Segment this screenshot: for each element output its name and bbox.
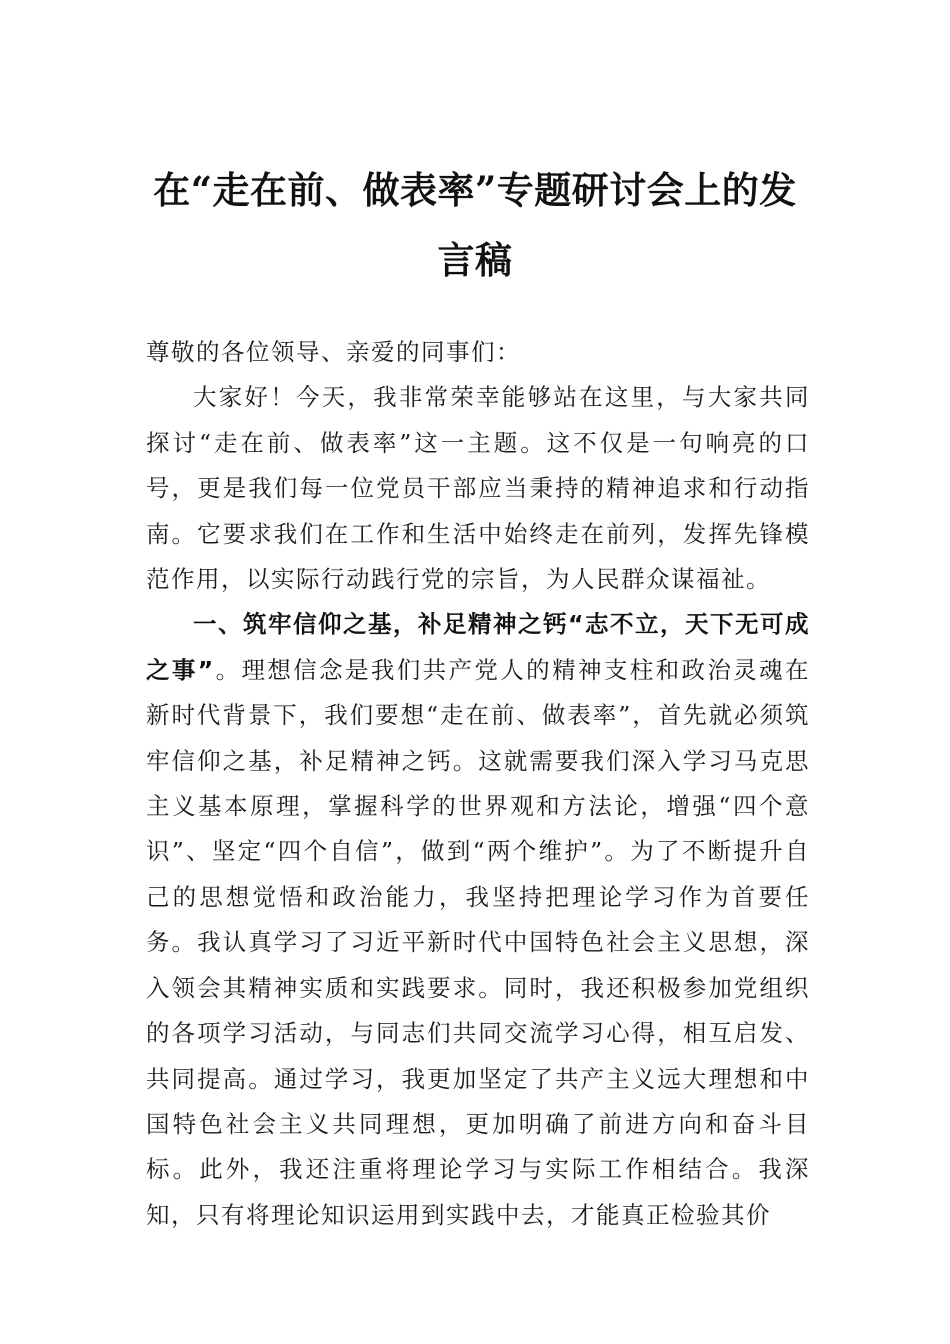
section-text: 。理想信念是我们共产党人的精神支柱和政治灵魂在新时代背景下，我们要想“走在前、做表率”，首先就必须筑牢信仰之基，补足精神之钙。这就需要我们深入学习马克思主义基本原理，掌握科学的世界观和方法论，增强“四个意识”、坚定“四个自信”，做到“两个维护”。为了不断提升自己的思想觉悟和政治能力，我坚持把理论学习作为首要任务。我认真学习了习近平新时代中国特色社会主义思想，深入领会其精神实质和实践要求。同时，我还积极参加党组织的各项学习活动，与同志们共同交流学习心得，相互启发、共同提高。通过学习，我更加坚定了共产主义远大理想和中国特色社会主义共同理想，更加明确了前进方向和奋斗目标。此外，我还注重将理论学习与实际工作相结合。我深知，只有将理论知识运用到实践中去，才能真正检验其价	[146, 655, 811, 1229]
document-body	[146, 330, 810, 1238]
paragraph-section-1	[146, 602, 810, 1238]
paragraph-intro: 大家好！今天，我非常荣幸能够站在这里，与大家共同探讨“走在前、做表率”这一主题。这不仅是一句响亮的口号，更是我们每一位党员干部应当秉持的精神追求和行动指南。它要求我们在工作和生活中始终走在前列，发挥先锋模范作用，以实际行动践行党的宗旨，为人民群众谋福祉。	[146, 383, 810, 594]
salutation: 尊敬的各位领导、亲爱的同事们：	[146, 338, 521, 366]
section-heading: 一、筑牢信仰之基，补足精神之钙“志不立，天下无可成之事”	[146, 610, 810, 684]
document-title: 在“走在前、做表率”专题研讨会上的发言稿	[153, 168, 797, 282]
